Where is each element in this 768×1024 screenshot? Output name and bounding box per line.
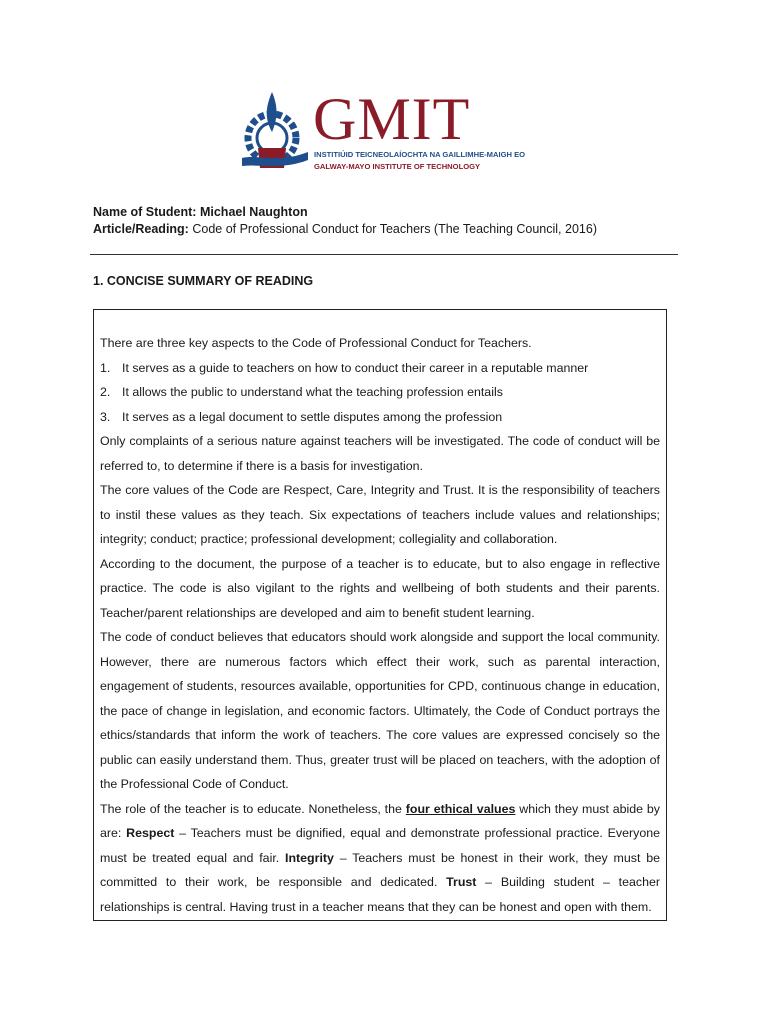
trust-text: – Building student – teacher relationships is central. Having trust in a teacher means that they can be honest and open with them. (100, 875, 660, 914)
respect-text: – Teachers must be dignified, equal and demonstrate professional practice. Everyone must be treated equal and fair. (100, 826, 660, 865)
paragraph-ethical-values (100, 797, 660, 920)
integrity-label: Integrity (285, 850, 334, 865)
list-item (100, 356, 660, 381)
list-item (100, 405, 660, 430)
summary-box (93, 309, 667, 921)
student-label: Name of Student: (93, 205, 197, 219)
list-item (100, 380, 660, 405)
gmit-emblem-icon (238, 88, 314, 172)
list-number: 2. (100, 385, 111, 399)
paragraph-complaints: Only complaints of a serious nature against teachers will be investigated. The code of conduct will be referred to, to determine if there is a basis for investigation. (100, 434, 660, 473)
document-meta (93, 204, 597, 238)
logo-wordmark: GMIT (313, 86, 471, 152)
gmit-logo (238, 86, 528, 176)
integrity-text: – Teachers must be honest in their work, they must be committed to their work, be responsible and dedicated. (100, 850, 660, 889)
article-label: Article/Reading: (93, 222, 189, 236)
student-line (93, 204, 597, 221)
list-number: 3. (100, 409, 111, 424)
paragraph-purpose: According to the document, the purpose of a teacher is to educate, but to also engage in reflective practice. The code is also vigilant to the rights and wellbeing of both students and their parents. Teacher/parent relationships are developed and aim to benefit student learning. (100, 556, 660, 620)
logo-english-name: GALWAY-MAYO INSTITUTE OF TECHNOLOGY (314, 162, 481, 171)
article-value: Code of Professional Conduct for Teachers (The Teaching Council, 2016) (192, 222, 597, 236)
logo-irish-name: INSTITIÚID TEICNEOLAÍOCHTA NA GAILLIMHE-MAIGH EO (314, 150, 526, 159)
ethics-intro: The role of the teacher is to educate. Nonetheless, the (100, 801, 406, 816)
respect-label: Respect (126, 826, 175, 840)
divider (90, 254, 678, 255)
paragraph-core-values: The core values of the Code are Respect, Care, Integrity and Trust. It is the responsibility of teachers to instil these values as they teach. Six expectations of teachers include values and relationships; integrity; conduct; practice; professional development; collegiality and collaboration. (100, 483, 660, 546)
paragraph-community: The code of conduct believes that educators should work alongside and support the local community. However, there are numerous factors which effect their work, such as parental interaction, engagement of students, resources available, opportunities for CPD, continuous change in education, the pace of change in legislation, and economic factors. Ultimately, the Code of Conduct portrays the ethics/standards that inform the work of teachers. The core values are expressed concisely so the public can easily understand them. Thus, greater trust will be placed on teachers, with the adoption of the Professional Code of Conduct. (100, 630, 660, 791)
list-text: It allows the public to understand what the teaching profession entails (122, 385, 503, 399)
list-text: It serves as a guide to teachers on how to conduct their career in a reputable manner (122, 360, 589, 375)
trust-label: Trust (446, 875, 477, 889)
student-name: Michael Naughton (199, 205, 308, 219)
list-number: 1. (100, 360, 111, 375)
four-ethical-values-text: four ethical values (405, 801, 516, 816)
summary-intro: There are three key aspects to the Code of Professional Conduct for Teachers. (100, 336, 532, 350)
list-text: It serves as a legal document to settle disputes among the profession (122, 409, 503, 424)
section-title: 1. CONCISE SUMMARY OF READING (93, 274, 314, 288)
article-line (93, 221, 597, 238)
ethics-lead: which they must abide by are: (100, 801, 660, 840)
